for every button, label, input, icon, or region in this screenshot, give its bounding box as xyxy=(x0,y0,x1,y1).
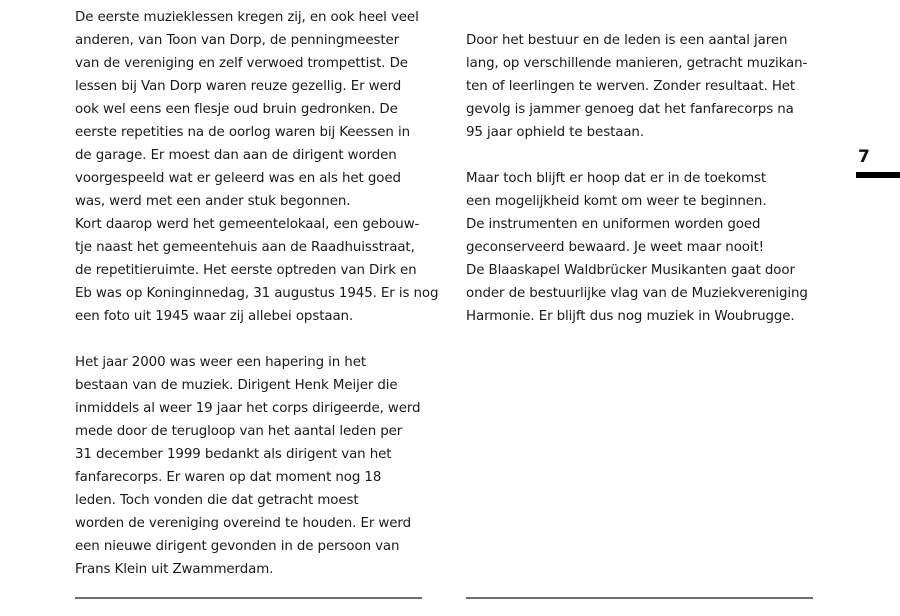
left-column xyxy=(75,6,439,581)
right-paragraph-2 xyxy=(466,167,826,328)
text-line: ten of leerlingen te werven. Zonder resultaat. Het xyxy=(466,79,796,94)
text-line: inmiddels al weer 19 jaar het corps dirigeerde, werd xyxy=(75,401,421,416)
paragraph-gap xyxy=(75,328,435,351)
text-line: anderen, van Toon van Dorp, de penningmeester xyxy=(75,33,400,48)
text-line: een foto uit 1945 waar zij allebei opstaan. xyxy=(75,309,354,324)
text-line: gevolg is jammer genoeg dat het fanfarecorps na xyxy=(466,102,794,117)
text-line: van de vereniging en zelf verwoed trompettist. De xyxy=(75,56,408,71)
text-line: De Blaaskapel Waldbrücker Musikanten gaat door xyxy=(466,263,795,278)
text-line: lang, op verschillende manieren, getracht muzikan- xyxy=(466,56,808,71)
text-line: leden. Toch vonden die dat getracht moest xyxy=(75,493,359,508)
text-line: Eb was op Koninginnedag, 31 augustus 1945. Er is nog xyxy=(75,286,439,301)
text-line: lessen bij Van Dorp waren reuze gezellig. Er werd xyxy=(75,79,402,94)
footer-rule-right xyxy=(466,597,813,599)
right-paragraph-1 xyxy=(466,29,826,144)
text-line: Het jaar 2000 was weer een hapering in het xyxy=(75,355,366,370)
page-number: 7 xyxy=(858,147,870,167)
text-line: worden de vereniging overeind te houden. Er werd xyxy=(75,516,411,531)
left-paragraph-1 xyxy=(75,6,439,328)
text-line: bestaan van de muziek. Dirigent Henk Meijer die xyxy=(75,378,398,393)
right-column xyxy=(466,6,826,328)
text-line: Harmonie. Er blijft dus nog muziek in Woubrugge. xyxy=(466,309,795,324)
text-line: was, werd met een ander stuk begonnen. xyxy=(75,194,351,209)
text-line: fanfarecorps. Er waren op dat moment nog 18 xyxy=(75,470,382,485)
page-tab-marker xyxy=(856,172,900,178)
text-line: De instrumenten en uniformen worden goed xyxy=(466,217,761,232)
text-line: 95 jaar ophield te bestaan. xyxy=(466,125,644,140)
footer-rule-left xyxy=(75,597,422,599)
text-line: ook wel eens een flesje oud bruin gedronken. De xyxy=(75,102,398,117)
text-line: eerste repetities na de oorlog waren bij Keessen in xyxy=(75,125,410,140)
text-line: een nieuwe dirigent gevonden in de persoon van xyxy=(75,539,400,554)
text-line: voorgespeeld wat er geleerd was en als het goed xyxy=(75,171,401,186)
text-line: onder de bestuurlijke vlag van de Muziekvereniging xyxy=(466,286,808,301)
text-line: Frans Klein uit Zwammerdam. xyxy=(75,562,274,577)
text-line: De eerste muzieklessen kregen zij, en ook heel veel xyxy=(75,10,419,25)
paragraph-gap xyxy=(466,144,826,167)
text-line: Maar toch blijft er hoop dat er in de toekomst xyxy=(466,171,767,186)
left-paragraph-2 xyxy=(75,351,435,581)
text-line: geconserveerd bewaard. Je weet maar nooit! xyxy=(466,240,764,255)
text-line: de garage. Er moest dan aan de dirigent worden xyxy=(75,148,397,163)
text-line: tje naast het gemeentehuis aan de Raadhuisstraat, xyxy=(75,240,415,255)
text-line: Door het bestuur en de leden is een aantal jaren xyxy=(466,33,788,48)
text-line: Kort daarop werd het gemeentelokaal, een gebouw- xyxy=(75,217,420,232)
text-line: een mogelijkheid komt om weer te beginnen. xyxy=(466,194,767,209)
text-line: de repetitieruimte. Het eerste optreden van Dirk en xyxy=(75,263,417,278)
text-line: mede door de terugloop van het aantal leden per xyxy=(75,424,403,439)
text-line: 31 december 1999 bedankt als dirigent van het xyxy=(75,447,392,462)
